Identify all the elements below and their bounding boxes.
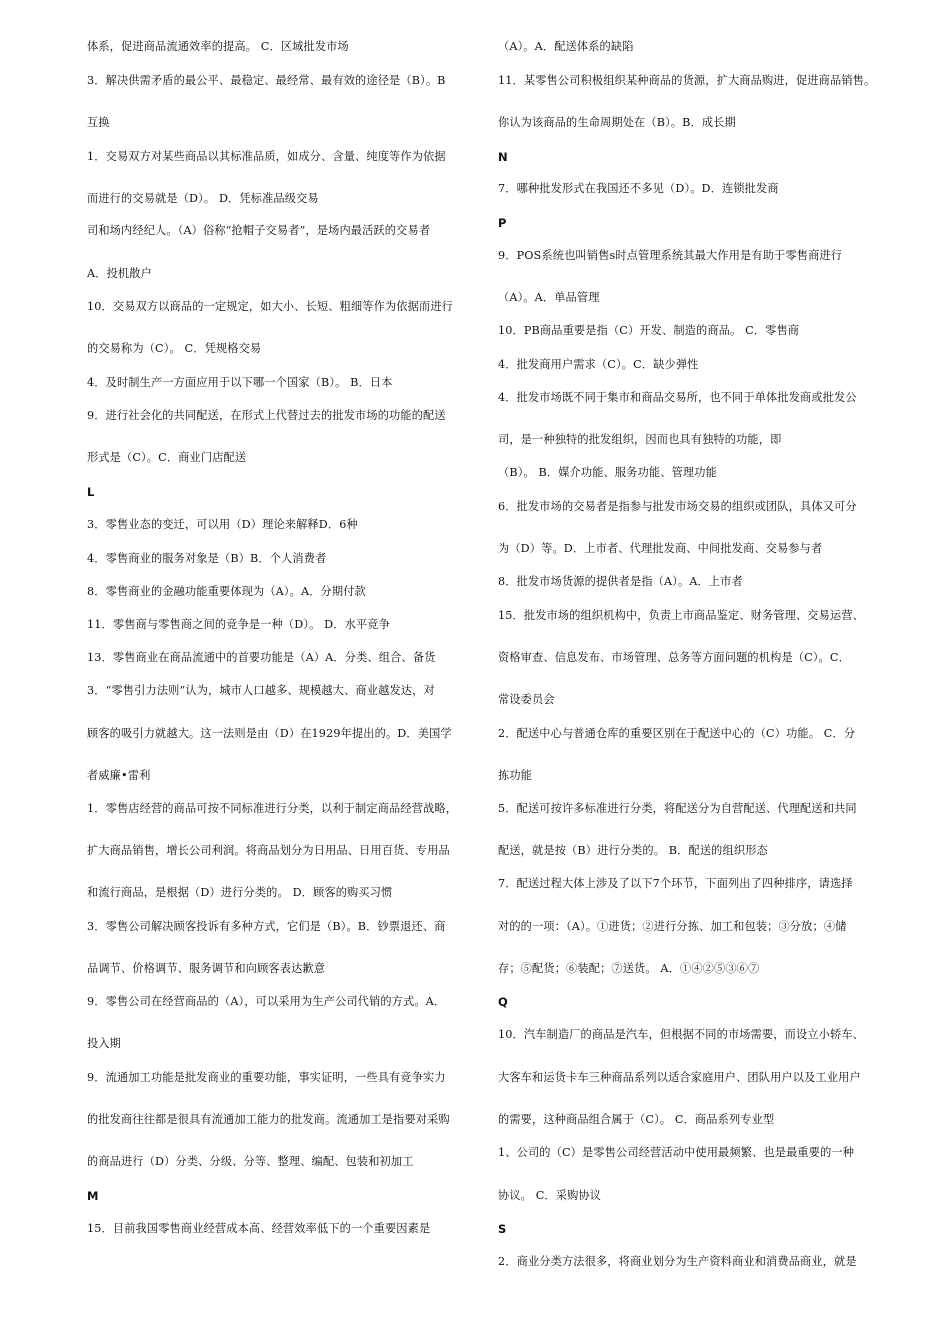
text-line: 者威廉•雷利 [87,769,151,782]
text-line: （A）。A．配送体系的缺陷 [498,40,634,53]
text-line: 4．及时制生产一方面应用于以下哪一个国家（B）。 B．日本 [87,376,393,389]
section-letter-S: S [498,1222,507,1236]
text-line: 司，是一种独特的批发组织，因而也具有独特的功能，即 [498,433,782,446]
text-line: 11．某零售公司积极组织某种商品的货源，扩大商品购进，促进商品销售。 [498,74,876,87]
text-line: 大客车和运货卡车三种商品系列以适合家庭用户、团队用户以及工业用户 [498,1071,861,1084]
text-line: 10．PB商品重要是指（C）开发、制造的商品。 C．零售商 [498,324,800,337]
text-line: 投入期 [87,1037,122,1050]
text-line: 4．批发商用户需求（C）。C．缺少弹性 [498,358,699,371]
text-line: 拣功能 [498,769,533,782]
text-line: 对的的一项：（A）。①进货；②进行分拣、加工和包装；③分放；④储 [498,920,847,933]
text-line: 3．零售业态的变迁，可以用（D）理论来解释D．6种 [87,518,358,531]
text-line: 形式是（C）。C．商业门店配送 [87,451,247,464]
text-line: 4．批发市场既不同于集市和商品交易所，也不同于单体批发商或批发公 [498,391,857,404]
text-line: 9．流通加工功能是批发商业的重要功能，事实证明，一些具有竞争实力 [87,1071,446,1084]
section-letter-M: M [87,1189,99,1203]
section-letter-Q: Q [498,995,508,1009]
text-line: 常设委员会 [498,693,555,706]
text-line: 10．汽车制造厂的商品是汽车，但根据不同的市场需要，而设立小轿车、 [498,1028,864,1041]
text-line: 10．交易双方以商品的一定规定，如大小、长短、粗细等作为依据而进行 [87,300,453,313]
text-line: 的商品进行（D）分类、分级、分等、整理、编配、包装和初加工 [87,1155,414,1168]
text-line: 的批发商往往都是很具有流通加工能力的批发商。流通加工是指要对采购 [87,1113,450,1126]
section-letter-L: L [87,485,95,499]
text-line: 资格审查、信息发布、市场管理、总务等方面问题的机构是（C）。C． [498,651,850,664]
text-line: 司和场内经纪人。（A）俗称“抢帽子交易者”，是场内最活跃的交易者 [87,224,431,237]
text-line: 15．目前我国零售商业经营成本高、经营效率低下的一个重要因素是 [87,1222,431,1235]
text-line: 7．哪种批发形式在我国还不多见（D）。D．连锁批发商 [498,182,779,195]
section-letter-P: P [498,216,507,230]
text-line: 8．批发市场货源的提供者是指（A）。A．上市者 [498,575,743,588]
text-line: 和流行商品，是根据（D）进行分类的。 D．顾客的购买习惯 [87,886,393,899]
text-line: 1．交易双方对某些商品以其标准品质，如成分、含量、纯度等作为依据 [87,150,446,163]
text-line: 1、公司的（C）是零售公司经营活动中使用最频繁、也是最重要的一种 [498,1146,855,1159]
text-line: （B）。 B．媒介功能、服务功能、管理功能 [498,466,717,479]
text-line: 9．进行社会化的共同配送，在形式上代替过去的批发市场的功能的配送 [87,409,446,422]
text-line: 4．零售商业的服务对象是（B）B．个人消费者 [87,552,327,565]
text-line: 9．POS系统也叫销售s时点管理系统其最大作用是有助于零售商进行 [498,249,843,262]
text-line: 品调节、价格调节、服务调节和向顾客表达歉意 [87,962,326,975]
text-line: 顾客的吸引力就越大。这一法则是由（D）在1929年提出的。D．美国学 [87,727,452,740]
text-line: 3．零售公司解决顾客投诉有多种方式，它们是（B）。B．钞票退还、商 [87,920,446,933]
text-line: 7．配送过程大体上涉及了以下7个环节，下面列出了四种排序，请选择 [498,877,853,890]
text-line: 互换 [87,116,110,129]
text-line: 1．零售店经营的商品可按不同标准进行分类，以利于制定商品经营战略， [87,802,458,815]
text-line: A．投机散户 [87,267,152,280]
text-line: 的需要，这种商品组合属于（C）。 C．商品系列专业型 [498,1113,775,1126]
text-line: 2．配送中心与普通仓库的重要区别在于配送中心的（C）功能。 C．分 [498,727,856,740]
text-line: 13．零售商业在商品流通中的首要功能是（A）A．分类、组合、备货 [87,651,436,664]
text-line: 6．批发市场的交易者是指参与批发市场交易的组织或团队，具体又可分 [498,500,857,513]
text-line: 配送，就是按（B）进行分类的。 B．配送的组织形态 [498,844,768,857]
text-line: 存；⑤配货；⑥装配；⑦送货。 A．①④②⑤③⑥⑦ [498,962,760,975]
section-letter-N: N [498,150,508,164]
text-line: 而进行的交易就是（D）。 D．凭标准品级交易 [87,192,319,205]
text-line: 5．配送可按许多标准进行分类，将配送分为自营配送、代理配送和共同 [498,802,857,815]
text-line: 的交易称为（C）。 C．凭规格交易 [87,342,262,355]
text-line: 9．零售公司在经营商品的（A），可以采用为生产公司代销的方式。A． [87,995,446,1008]
text-line: 为（D）等。D．上市者、代理批发商、中间批发商、交易参与者 [498,542,823,555]
text-line: 你认为该商品的生命周期处在（B）。B．成长期 [498,116,736,129]
text-line: 11．零售商与零售商之间的竞争是一种（D）。 D．水平竞争 [87,618,390,631]
text-line: 扩大商品销售，增长公司利润。将商品划分为日用品、日用百货、专用品 [87,844,450,857]
text-line: 15．批发市场的组织机构中，负责上市商品鉴定、财务管理、交易运营、 [498,609,864,622]
text-line: 3．解决供需矛盾的最公平、最稳定、最经常、最有效的途径是（B）。B [87,74,446,87]
text-line: （A）。A．单品管理 [498,291,600,304]
text-line: 体系，促进商品流通效率的提高。 C．区域批发市场 [87,40,349,53]
text-line: 协议。 C．采购协议 [498,1189,602,1202]
text-line: 3．“零售引力法则”认为，城市人口越多、规模越大、商业越发达，对 [87,684,435,697]
text-line: 2．商业分类方法很多，将商业划分为生产资料商业和消费品商业，就是 [498,1255,857,1268]
text-line: 8．零售商业的金融功能重要体现为（A）。A．分期付款 [87,585,366,598]
